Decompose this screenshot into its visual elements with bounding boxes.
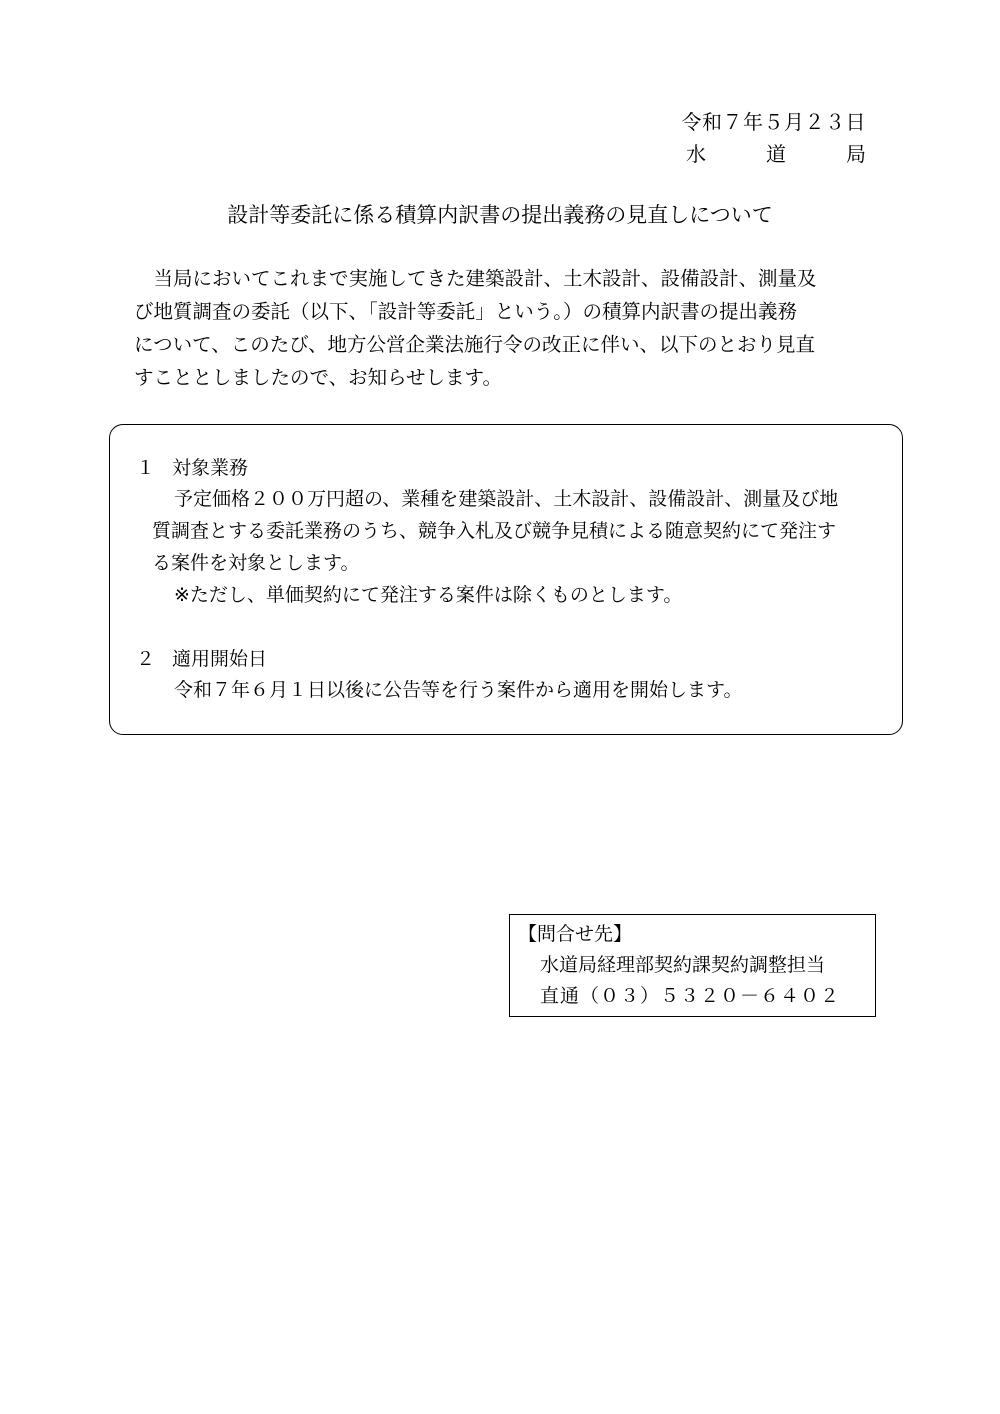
issuer-char: 水: [686, 142, 706, 166]
section1-note: ※ただし、単価契約にて発注する案件は除くものとします。: [174, 584, 683, 606]
contact-box: [509, 914, 876, 1017]
document-title: 設計等委託に係る積算内訳書の提出義務の見直しについて: [227, 203, 773, 227]
section2-heading-text: 適用開始日: [172, 648, 268, 670]
intro-line: について、このたび、地方公営企業法施行令の改正に伴い、以下のとおり見直: [134, 333, 815, 356]
section2-heading: [136, 644, 267, 674]
issuer-char: 道: [766, 142, 786, 166]
issuer-char: 局: [846, 142, 866, 166]
intro-paragraph: [134, 262, 854, 394]
intro-line: 当局においてこれまで実施してきた建築設計、土木設計、設備設計、測量及: [134, 267, 817, 290]
intro-line: すこととしましたので、お知らせします。: [134, 366, 502, 389]
issuer-name: [686, 140, 866, 168]
contact-phone: 直通（０３）５３２０－６４０２: [540, 985, 841, 1007]
section2-number: ２: [136, 648, 156, 670]
intro-line: び地質調査の委託（以下、「設計等委託」という。）の積算内訳書の提出義務: [134, 300, 798, 323]
section1-line: 予定価格２００万円超の、業種を建築設計、土木設計、設備設計、測量及び地: [174, 488, 839, 510]
section1-number: １: [136, 457, 156, 479]
issue-date: 令和７年５月２３日: [681, 110, 866, 134]
contact-label: 【問合せ先】: [518, 923, 633, 945]
section1-line: る案件を対象とします。: [152, 552, 360, 574]
contact-department: 水道局経理部契約課契約調整担当: [540, 954, 826, 976]
section1-heading: [136, 453, 248, 483]
notice-box: [109, 424, 903, 735]
section2-line: 令和７年６月１日以後に公告等を行う案件から適用を開始します。: [174, 679, 743, 701]
section1-heading-text: 対象業務: [172, 457, 249, 479]
section1-line: 質調査とする委託業務のうち、競争入札及び競争見積による随意契約にて発注す: [152, 520, 837, 542]
